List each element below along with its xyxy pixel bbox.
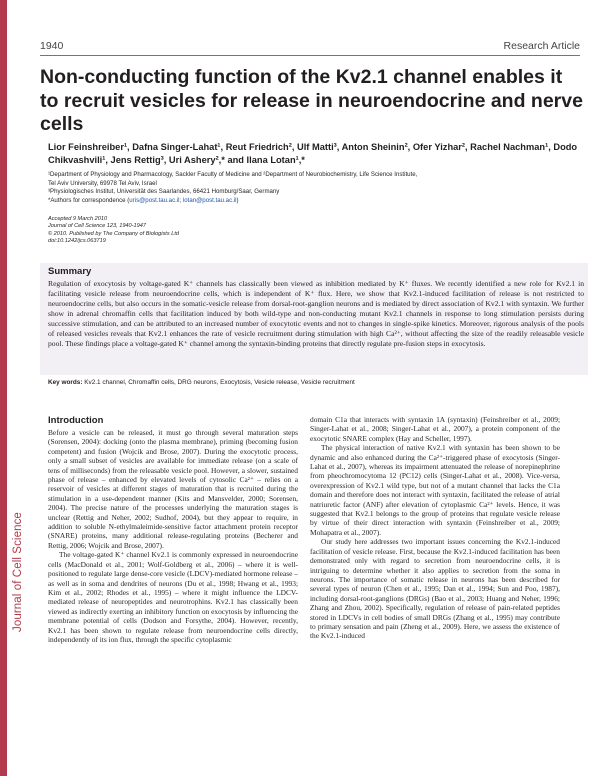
keywords-label: Key words: [48, 379, 83, 386]
doi-line[interactable]: doi:10.1242/jcs.063719 [48, 238, 106, 245]
publication-info [48, 216, 348, 246]
accepted-date: Accepted 9 March 2010 [48, 216, 108, 222]
journal-side-bar [0, 0, 7, 776]
body-column-left [48, 428, 298, 644]
correspondence-line [48, 197, 583, 206]
keywords [48, 379, 584, 386]
body-paragraph: The voltage-gated K⁺ channel Kv2.1 is commonly expressed in neuroendocrine cells (MacDonald et al., 2001; Wolf-Goldberg et al., 2006) – where it is well-positioned to regulate large dense-core vesicle (LDCV)-mediated hormone release – as well as in soma and dendrites of neurons (Du et al., 1998; Hwang et al., 1993; Kim et al., 2002; Rhodes et al., 1995) – where it might influence the LDCV-mediated release of neuropeptides and neurotrophins. Kv2.1 has classically been viewed as indirectly exerting an inhibitory function on exocytosis by influencing the membrane potential of cells (Dodson and Forsythe, 2004). However, recently, Kv2.1 has been shown to regulate release from neuroendocrine cells directly, independently of its ion flux, through the specific cytoplasmic [48, 550, 298, 644]
copyright-line: © 2010. Published by The Company of Biologists Ltd [48, 230, 179, 237]
body-column-right [310, 415, 560, 641]
page-number: 1940 [40, 40, 64, 52]
affiliation-line-3: ³Physiologisches Institut, Universität des Saarlandes, 66421 Homburg/Saar, Germany [48, 188, 280, 196]
affiliation-line-1: ¹Department of Physiology and Pharmacology, Sackler Faculty of Medicine and ²Department of Neurobiochemistry, Life Science Institute, [48, 171, 418, 178]
journal-citation: Journal of Cell Science 123, 1940-1947 [48, 223, 146, 230]
summary-heading: Summary [48, 266, 92, 277]
body-paragraph: The physical interaction of native Kv2.1 with syntaxin has been shown to be dynamic and also enhanced during the Ca²⁺-triggered phase of exocytosis (Singer-Lahat et al., 2007), whereas its impairment attenuated the release of norepinephrine from pheochromocytoma 12 (PC12) cells (Singer-Lahat et al., 2008). Vice-versa, overexpression of Kv2.1 wild type, but not of a mutant channel that lacks the C1a domain and therefore does not interact with syntaxin, facilitated the release of atrial natriuretic factor (ANF) after elevation of cytoplasmic Ca²⁺ levels. Hence, it was suggested that Kv2.1 belongs to the group of proteins that regulate vesicle release by virtue of their direct interaction with syntaxin (Feinshreiber et al., 2009; Mohapatra et al., 2007). [310, 443, 560, 537]
keywords-list: Kv2.1 channel, Chromaffin cells, DRG neurons, Exocytosis, Vesicle release, Vesicle recruitment [84, 379, 355, 386]
author-list: Lior Feinshreiber¹, Dafna Singer-Lahat¹, Reut Friedrich², Ulf Matti³, Anton Sheinin², Ofer Yizhar², Rachel Nachman¹, Dodo Chikvashvili¹, Jens Rettig³, Uri Ashery²,* and Ilana Lotan¹,* [48, 142, 578, 165]
body-paragraph: Our study here addresses two important issues concerning the Kv2.1-induced facilitation of vesicle release. First, because the Kv2.1-induced facilitation has been demonstrated only with regard to secretion from neuroendocrine cells, it is intriguing to determine whether it also applies to secretion from the soma in neurons. The importance of somatic release in neurons has been described for several types of neuron (Chen et al., 1995; Dan et al., 1994; Sun and Poo, 1987), including dorsal-root-ganglions (DRGs) (Bao et al., 2003; Huang and Neher, 1996; Zhang and Zhou, 2002). Specifically, regulation of release of pain-related peptides stored in LDCVs in cell bodies of small DRGs (Zhang et al., 1995) may contribute to primary sensation and pain (Zheng et al., 2009). Here, we assess the existence of the Kv2.1-induced [310, 537, 560, 641]
introduction-heading: Introduction [48, 415, 104, 426]
body-paragraph: domain C1a that interacts with syntaxin 1A (syntaxin) (Feinshreiber et al., 2009; Singer-Lahat et al., 2008; Singer-Lahat et al., 2007), a protein component of the exocytotic SNARE complex (Hay and Scheller, 1997). [310, 415, 560, 443]
summary-text: Regulation of exocytosis by voltage-gated K⁺ channels has classically been viewed as inhibition mediated by K⁺ fluxes. We recently identified a new role for Kv2.1 in facilitating vesicle release from neuroendocrine cells, which is independent of K⁺ flux. Here, we show that Kv2.1-induced facilitation of release is not restricted to neuroendocrine cells, but also occurs in the somatic-vesicle release from dorsal-root-ganglion neurons and is mediated by direct association of Kv2.1 with syntaxin. We further show in adrenal chromaffin cells that facilitation induced by both wild-type and non-conducting mutant Kv2.1 channels in response to long stimulation persists during successive stimulation, and can be attributed to an increased number of exocytotic events and not to changes in single-spike kinetics. Moreover, rigorous analysis of the pools of released vesicles reveals that Kv2.1 enhances the rate of vesicle recruitment during stimulation with high Ca²⁺, without affecting the size of the readily releasable vesicle pool. These findings place a voltage-gated K⁺ channel among the syntaxin-binding proteins that directly regulate pre-fusion steps in exocytosis. [48, 279, 584, 348]
correspondence-emails[interactable]: uris@post.tau.ac.il; lotan@post.tau.ac.il [129, 196, 237, 204]
article-type: Research Article [503, 40, 580, 52]
correspondence-prefix: *Authors for correspondence ( [48, 196, 130, 204]
affiliation-line-2: Tel Aviv University, 69978 Tel Aviv, Israel [48, 179, 157, 187]
affiliations [48, 171, 583, 205]
body-paragraph: Before a vesicle can be released, it must go through several maturation steps (Sorensen, 2004): docking (onto the plasma membrane), priming (becoming fusion competent) and fusion (Wojcik and Brose, 2007). During the exocytotic process, only a small subset of vesicles are available for immediate release (on a scale of tens of milliseconds) from the releasable vesicle pool. However, a slower, sustained phase of release – enhanced by elevated levels of cytosolic Ca²⁺ – relies on a reservoir of vesicles at different stages of maturation that is recruited during the stimulation in a use-dependent manner (Kits and Mansvelder, 2000; Sorensen, 2004). The precise nature of the processes underlying the maturation stages is unclear (Rettig and Neher, 2002; Sudhof, 2004), but they appear to require, in addition to soluble N-ethylmaleimide-sensitive factor attachment protein receptor (SNARE) proteins, many additional release-regulating proteins (Becherer and Rettig, 2006; Wojcik and Brose, 2007). [48, 428, 298, 550]
journal-side-label: Journal of Cell Science [12, 512, 24, 632]
header-divider [40, 55, 580, 56]
correspondence-suffix: ) [236, 196, 239, 204]
article-title: Non-conducting function of the Kv2.1 channel enables it to recruit vesicles for release in neuroendocrine and nerve cells [40, 66, 583, 135]
